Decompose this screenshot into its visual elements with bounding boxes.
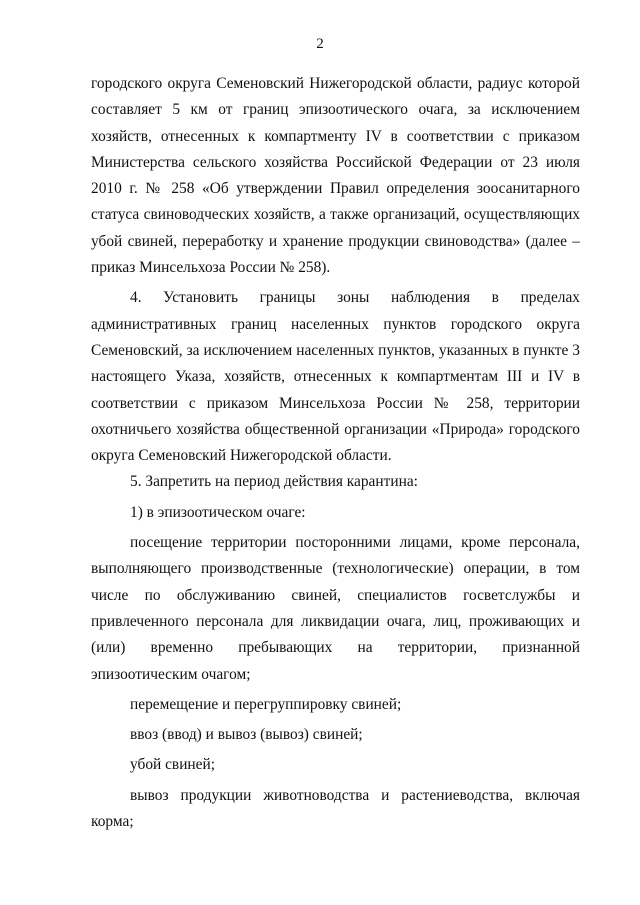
paragraph-regrouping-ban: перемещение и перегруппировку свиней; bbox=[130, 695, 402, 713]
paragraph-slaughter-ban: убой свиней; bbox=[130, 756, 216, 774]
paragraph-continuation: городского округа Семеновский Нижегородской области, радиус которой составляет 5 км от границ эпизоотического очага, за исключением хозяйств, отнесенных к компартменту IV в соответствии с приказом Министерства сельского хозяйства Российской Федерации от 23 июля 2010 г. № 258 «Об утверждении Правил определения зоосанитарного статуса свиноводческих хозяйств, а также организаций, осуществляющих убой свиней, переработку и хранение продукции свиноводства» (далее – приказ Минсельхоза России № 258). bbox=[91, 75, 580, 277]
paragraph-item-4: 4. Установить границы зоны наблюдения в пределах административных границ населенных пунктов городского округа Семеновский, за исключением населенных пунктов, указанных в пункте 3 настоящего Указа, хозяйств, отнесенных к компартментам III и IV в соответствии с приказом Минсельхоза России № 258, территории охотничьего хозяйства общественной организации «Природа» городского округа Семеновский Нижегородской области. bbox=[91, 289, 580, 465]
paragraph-item-5: 5. Запретить на период действия карантина: bbox=[130, 473, 418, 491]
paragraph-products-export-ban: вывоз продукции животноводства и растениеводства, включая корма; bbox=[91, 786, 580, 831]
paragraph-import-export-ban: ввоз (ввод) и вывоз (вывоз) свиней; bbox=[130, 726, 363, 744]
document-body bbox=[91, 71, 580, 835]
paragraph-visit-ban: посещение территории посторонними лицами, кроме персонала, выполняющего производственные (технологические) операции, в том числе по обслуживанию свиней, специалистов госветслужбы и привлеченного персонала для ликвидации очага, лиц, проживающих и (или) временно пребывающих на территории, признанной эпизоотическим очагом; bbox=[91, 534, 580, 683]
paragraph-subitem-1: 1) в эпизоотическом очаге: bbox=[130, 503, 306, 521]
page-number: 2 bbox=[316, 36, 324, 52]
